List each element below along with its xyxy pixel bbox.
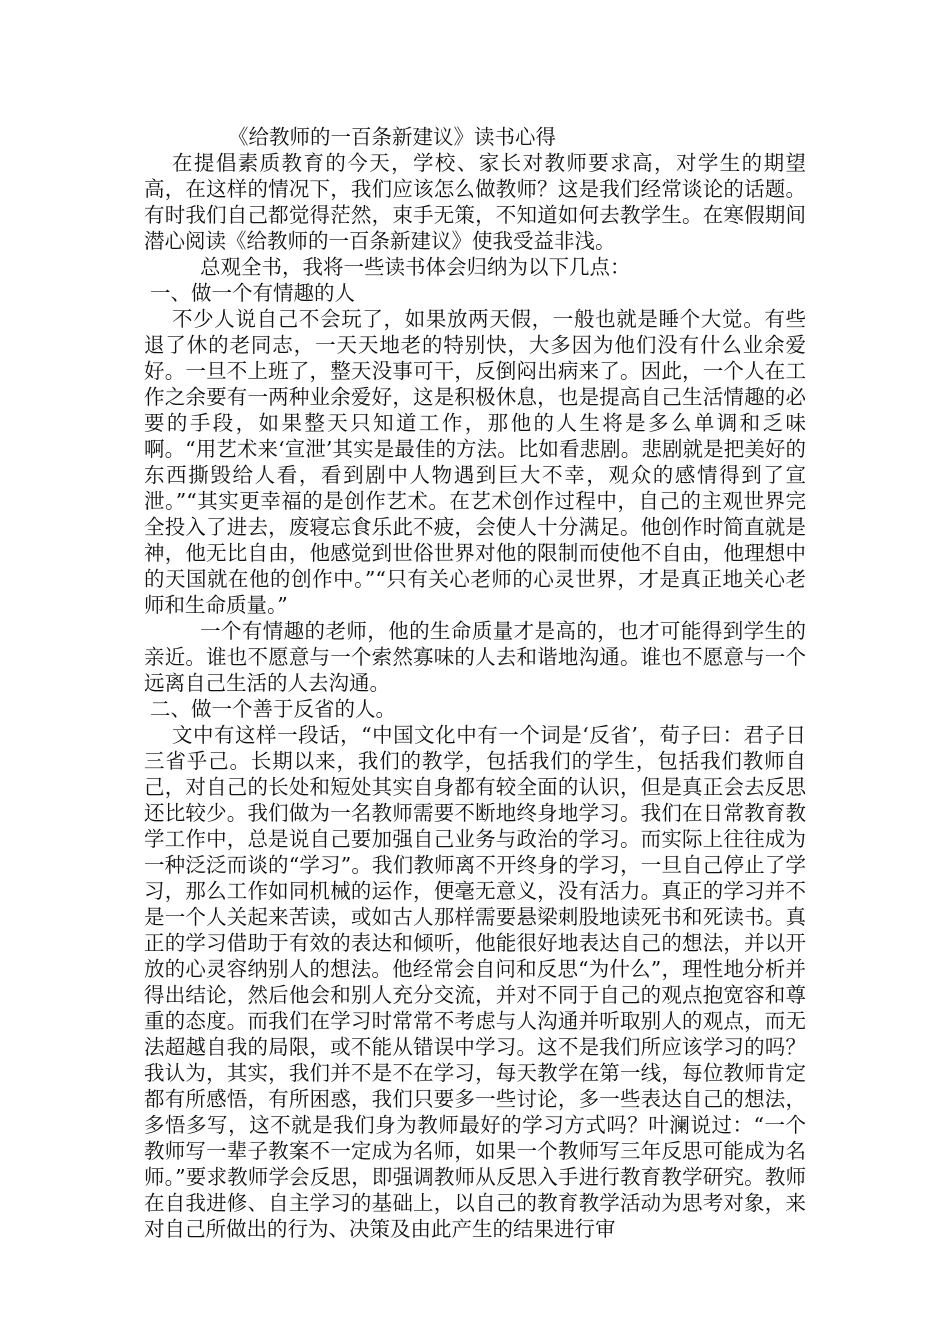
- summary-paragraph: 总观全书，我将一些读书体会归纳为以下几点：: [200, 255, 631, 279]
- document-page: [144, 124, 806, 1242]
- intro-paragraph: 在提倡素质教育的今天，学校、家长对教师要求高，对学生的期望高，在这样的情况下，我们应该怎么做教师？这是我们经常谈论的话题。有时我们自己都觉得茫然，束手无策，不知道如何去教学生。在寒假期间潜心阅读《给教师的一百条新建议》使我受益非浅。: [144, 151, 806, 253]
- section-2-paragraph: 文中有这样一段话，“中国文化中有一个词是‘反省’，荀子曰：君子日三省乎己。长期以来，我们的教学，包括我们的学生，包括我们教师自己，对自己的长处和短处其实自身都有较全面的认识，但是真正会去反思还比较少。我们做为一名教师需要不断地终身地学习。我们在日常教育教学工作中，总是说自己要加强自己业务与政治的学习。而实际上往往成为一种泛泛而谈的“学习”。我们教师离不开终身的学习，一旦自己停止了学习，那么工作如同机械的运作，便毫无意义，没有活力。真正的学习并不是一个人关起来苦读，或如古人那样需要悬梁刺股地读死书和死读书。真正的学习借助于有效的表达和倾听，他能很好地表达自己的想法，并以开放的心灵容纳别人的想法。他经常会自问和反思“为什么”，理性地分析并得出结论，然后他会和别人充分交流，并对不同于自己的观点抱宽容和尊重的态度。而我们在学习时常常不考虑与人沟通并听取别人的观点，而无法超越自我的局限，或不能从错误中学习。这不是我们所应该学习的吗？我认为，其实，我们并不是不在学习，每天教学在第一线，每位教师肯定都有所感悟，有所困惑，我们只要多一些讨论，多一些表达自己的想法，多悟多写，这不就是我们身为教师最好的学习方式吗？叶澜说过：“一个教师写一辈子教案不一定成为名师，如果一个教师写三年反思可能成为名师。”要求教师学会反思，即强调教师从反思入手进行教育教学研究。教师在自我进修、自主学习的基础上，以自己的教育教学活动为思考对象，来对自己所做出的行为、决策及由此产生的结果进行审: [144, 723, 806, 1241]
- section-1-conclusion: 一个有情趣的老师，他的生命质量才是高的，也才可能得到学生的亲近。谁也不愿意与一个索然寡味的人去和谐地沟通。谁也不愿意与一个远离自己生活的人去沟通。: [144, 619, 806, 695]
- section-1-paragraph: 不少人说自己不会玩了，如果放两天假，一般也就是睡个大觉。有些退了休的老同志，一天天地老的特别快，大多因为他们没有什么业余爱好。一旦不上班了，整天没事可干，反倒闷出病来了。因此，一个人在工作之余要有一两种业余爱好，这是积极休息，也是提高自己生活情趣的必要的手段，如果整天只知道工作，那他的人生将是多么单调和乏味啊。“用艺术来‘宣泄’其实是最佳的方法。比如看悲剧。悲剧就是把美好的东西撕毁给人看，看到剧中人物遇到巨大不幸，观众的感情得到了宣泄。”“其实更幸福的是创作艺术。在艺术创作过程中，自己的主观世界完全投入了进去，废寝忘食乐此不疲，会使人十分满足。他创作时简直就是神，他无比自由，他感觉到世俗世界对他的限制而使他不自由，他理想中的天国就在他的创作中。”“只有关心老师的心灵世界，才是真正地关心老师和生命质量。”: [144, 307, 806, 617]
- section-heading-2: 二、做一个善于反省的人。: [150, 697, 396, 721]
- section-heading-1: 一、做一个有情趣的人: [150, 281, 355, 305]
- document-title: 《给教师的一百条新建议》读书心得: [228, 125, 556, 149]
